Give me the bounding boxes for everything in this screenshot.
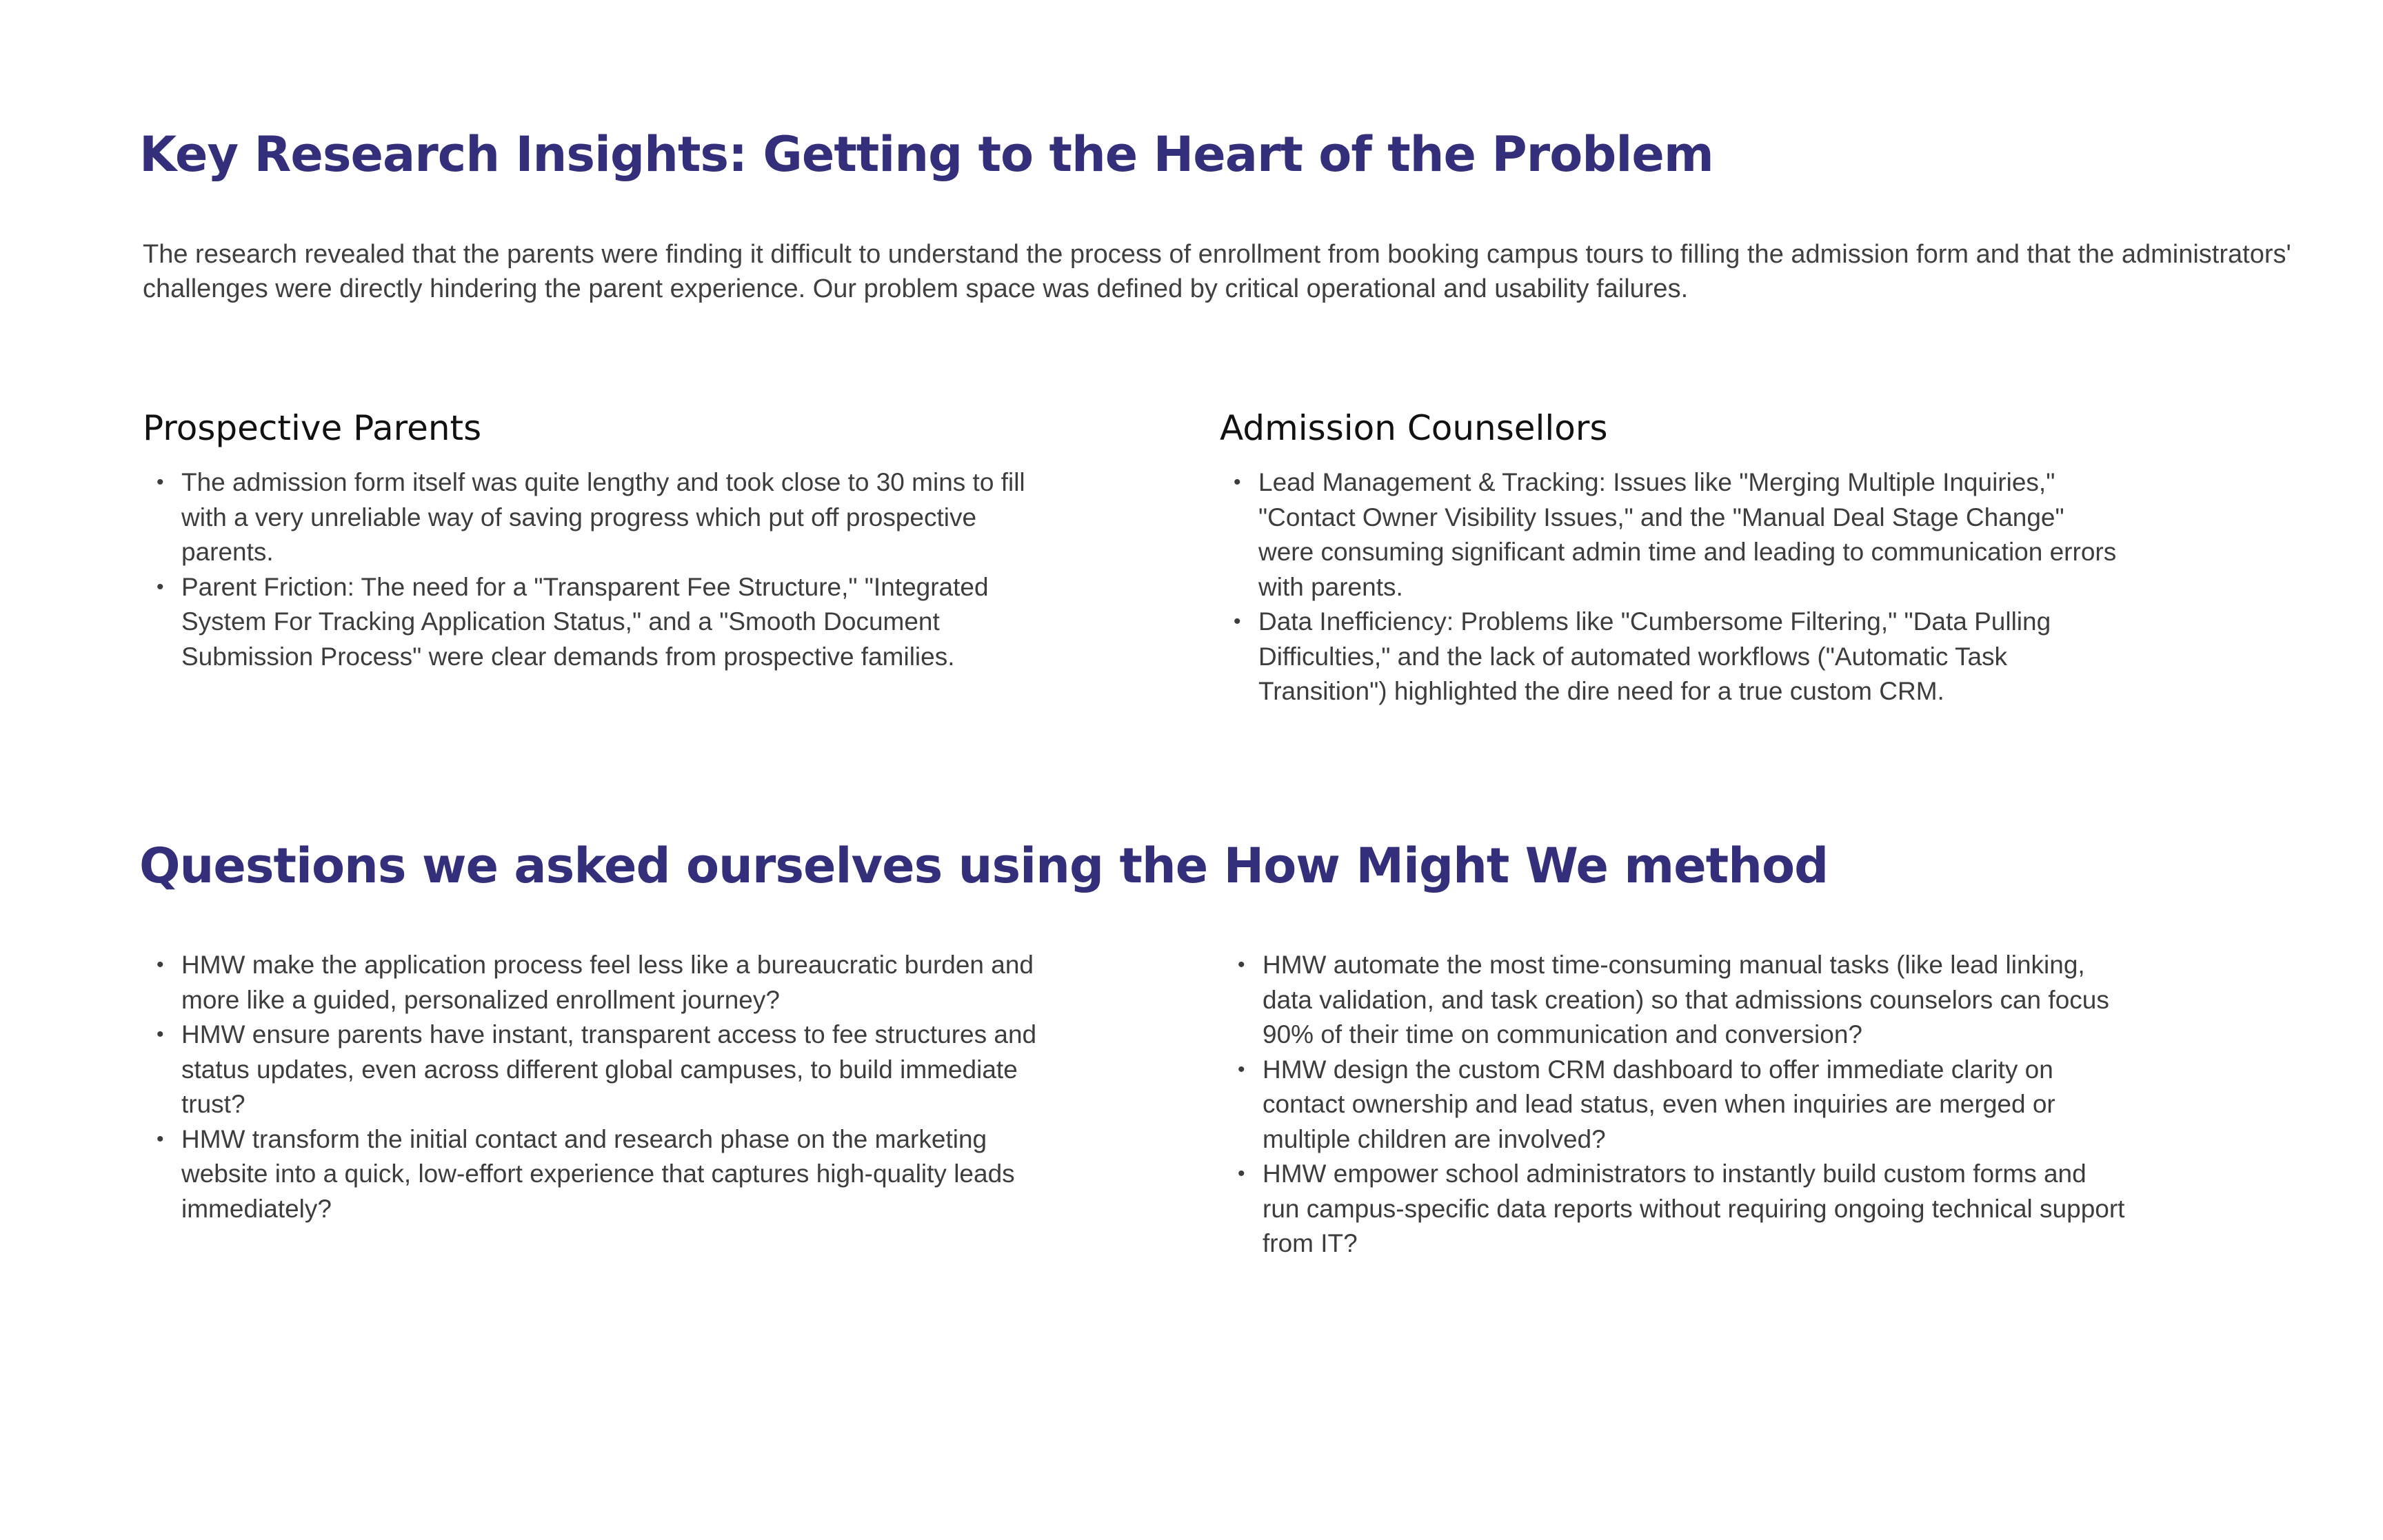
list-item: • HMW transform the initial contact and research phase on the marketing website into a quick, low-effort experience that captures high-quality leads immediately?: [143, 1122, 1046, 1227]
insights-intro: The research revealed that the parents were finding it difficult to understand the process of enrollment from booking campus tours to filling the admission form and that the administrators' challenges were directly hindering the parent experience. Our problem space was defined by critical operational and usability failures.: [143, 240, 2291, 303]
insights-heading: Key Research Insights: Getting to the Heart of the Problem: [139, 126, 1713, 183]
list-item: • HMW automate the most time-consuming manual tasks (like lead linking, data validation, and task creation) so that admissions counselors can focus 90% of their time on communication and conversion?: [1224, 948, 2127, 1053]
parents-title: Prospective Parents: [143, 408, 482, 448]
hmw-heading: Questions we asked ourselves using the How Might We method: [139, 838, 1829, 894]
list-item: • Parent Friction: The need for a "Transparent Fee Structure," "Integrated System For Tracking Application Status," and a "Smooth Document Submission Process" were clear demands from prospective families.: [143, 570, 1046, 675]
hmw-right-list: [1224, 948, 2127, 1262]
counsellors-title: Admission Counsellors: [1220, 408, 1608, 448]
counsellors-list: [1220, 465, 2123, 709]
list-item: • HMW empower school administrators to instantly build custom forms and run campus-specific data reports without requiring ongoing technical support from IT?: [1224, 1157, 2127, 1262]
hmw-left-list: [143, 948, 1046, 1226]
list-item: • HMW make the application process feel less like a bureaucratic burden and more like a guided, personalized enrollment journey?: [143, 948, 1046, 1017]
list-item: • The admission form itself was quite lengthy and took close to 30 mins to fill with a very unreliable way of saving progress which put off prospective parents.: [143, 465, 1046, 570]
parents-list: [143, 465, 1046, 674]
list-item: • Lead Management & Tracking: Issues like "Merging Multiple Inquiries," "Contact Owner Visibility Issues," and the "Manual Deal Stage Change" were consuming significant admin time and leading to communication errors with parents.: [1220, 465, 2123, 605]
list-item: • HMW ensure parents have instant, transparent access to fee structures and status updates, even across different global campuses, to build immediate trust?: [143, 1017, 1046, 1122]
list-item: • HMW design the custom CRM dashboard to offer immediate clarity on contact ownership and lead status, even when inquiries are merged or multiple children are involved?: [1224, 1053, 2127, 1157]
list-item: • Data Inefficiency: Problems like "Cumbersome Filtering," "Data Pulling Difficulties," and the lack of automated workflows ("Automatic Task Transition") highlighted the dire need for a true custom CRM.: [1220, 605, 2123, 709]
